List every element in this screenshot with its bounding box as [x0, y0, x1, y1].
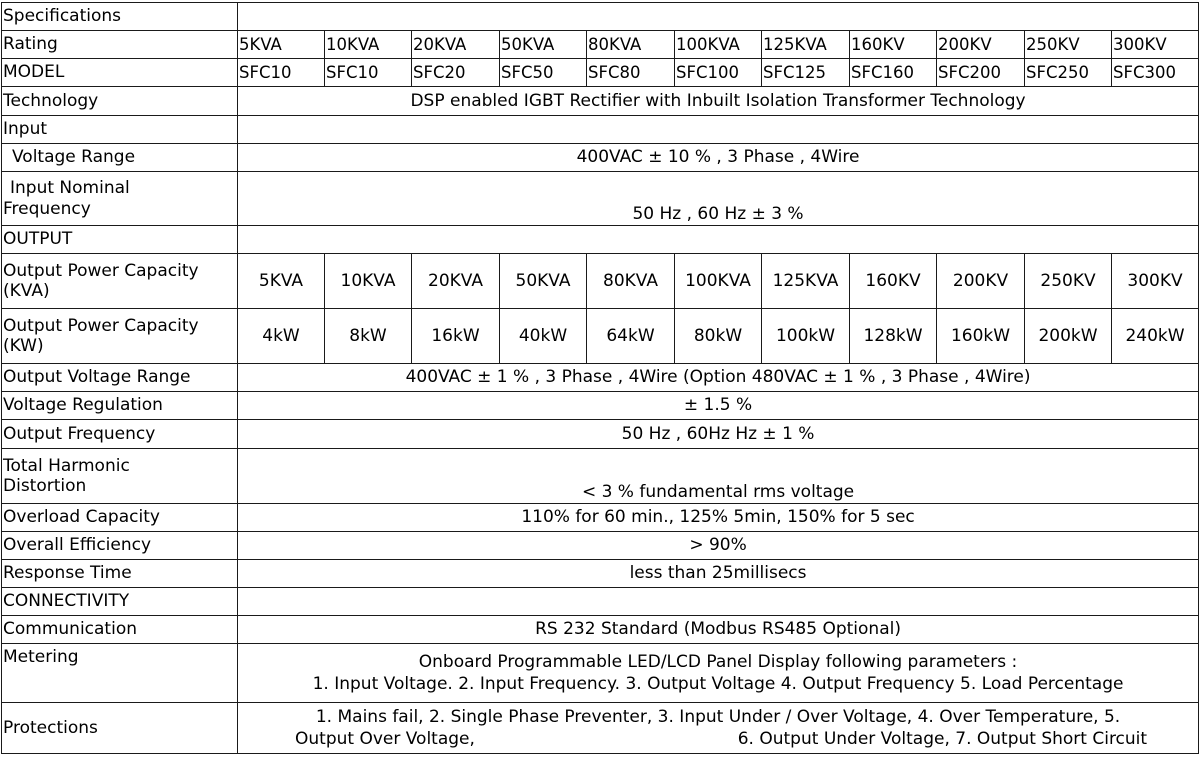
output-voltage-range-label: Output Voltage Range [2, 364, 238, 392]
rating-cell: 80KVA [587, 31, 675, 59]
protections-label: Protections [2, 703, 238, 754]
input-voltage-row [2, 144, 1199, 172]
metering-value [238, 644, 1199, 703]
thd-label-line1: Total Harmonic [3, 455, 130, 476]
input-frequency-label-line1: Input Nominal [10, 178, 130, 199]
overload-row [2, 504, 1199, 532]
rating-row [2, 31, 1199, 59]
response-time-label: Response Time [2, 560, 238, 588]
output-kva-cell: 200KV [937, 254, 1025, 309]
rating-cell: 5KVA [238, 31, 325, 59]
input-voltage-range-value: 400VAC ± 10 % , 3 Phase , 4Wire [238, 144, 1199, 172]
voltage-regulation-row [2, 392, 1199, 420]
communication-value: RS 232 Standard (Modbus RS485 Optional) [238, 616, 1199, 644]
output-kw-cell: 40kW [500, 309, 587, 364]
metering-row [2, 644, 1199, 703]
connectivity-section-row [2, 588, 1199, 616]
input-section-blank [238, 116, 1199, 144]
model-cell: SFC10 [238, 59, 325, 87]
overload-capacity-label: Overload Capacity [2, 504, 238, 532]
rating-cell: 100KVA [675, 31, 762, 59]
rating-cell: 200KV [937, 31, 1025, 59]
output-kva-label-line1: Output Power Capacity [3, 260, 199, 281]
input-voltage-range-label: Voltage Range [2, 144, 238, 172]
output-kva-cell: 10KVA [325, 254, 412, 309]
rating-cell: 160KV [850, 31, 937, 59]
technology-label: Technology [2, 87, 238, 116]
model-cell: SFC20 [412, 59, 500, 87]
output-kw-cell: 8kW [325, 309, 412, 364]
metering-line-2: 1. Input Voltage. 2. Input Frequency. 3. Output Voltage 4. Output Frequency 5. Load Percentage [312, 674, 1124, 694]
rating-cell: 10KVA [325, 31, 412, 59]
output-kw-label-line1: Output Power Capacity [3, 315, 199, 336]
rating-cell: 250KV [1025, 31, 1112, 59]
metering-line-1: Onboard Programmable LED/LCD Panel Display following parameters : [418, 651, 1018, 672]
output-kw-row [2, 309, 1199, 364]
output-kw-cell: 240kW [1112, 309, 1199, 364]
rating-cell: 20KVA [412, 31, 500, 59]
output-voltage-range-value: 400VAC ± 1 % , 3 Phase , 4Wire (Option 480VAC ± 1 % , 3 Phase , 4Wire) [238, 364, 1199, 392]
output-kw-cell: 160kW [937, 309, 1025, 364]
communication-label: Communication [2, 616, 238, 644]
output-section-blank [238, 226, 1199, 254]
protections-line-2b: 6. Output Under Voltage, 7. Output Short Circuit [737, 729, 1148, 749]
thd-row [2, 449, 1199, 504]
output-kw-cell: 16kW [412, 309, 500, 364]
technology-value: DSP enabled IGBT Rectifier with Inbuilt Isolation Transformer Technology [238, 87, 1199, 116]
rating-cell: 125KVA [762, 31, 850, 59]
output-kw-cell: 200kW [1025, 309, 1112, 364]
input-frequency-value: 50 Hz , 60 Hz ± 3 % [238, 172, 1199, 226]
thd-label [2, 449, 238, 504]
technology-row [2, 87, 1199, 116]
rating-cell: 300KV [1112, 31, 1199, 59]
model-cell: SFC100 [675, 59, 762, 87]
protections-line-2a: Output Over Voltage, [295, 729, 475, 749]
model-cell: SFC125 [762, 59, 850, 87]
model-cell: SFC80 [587, 59, 675, 87]
connectivity-section-header: CONNECTIVITY [2, 588, 238, 616]
model-row [2, 59, 1199, 87]
output-kw-label-line2: (KW) [3, 336, 44, 356]
rating-cell: 50KVA [500, 31, 587, 59]
model-cell: SFC200 [937, 59, 1025, 87]
communication-row [2, 616, 1199, 644]
voltage-regulation-value: ± 1.5 % [238, 392, 1199, 420]
response-time-row [2, 560, 1199, 588]
output-kva-row [2, 254, 1199, 309]
response-time-value: less than 25millisecs [238, 560, 1199, 588]
input-section-row [2, 116, 1199, 144]
thd-value: < 3 % fundamental rms voltage [238, 449, 1199, 504]
overall-efficiency-value: > 90% [238, 532, 1199, 560]
model-cell: SFC250 [1025, 59, 1112, 87]
specifications-header-row [2, 3, 1199, 31]
input-section-header: Input [2, 116, 238, 144]
output-kw-label [2, 309, 238, 364]
voltage-regulation-label: Voltage Regulation [2, 392, 238, 420]
output-kw-cell: 128kW [850, 309, 937, 364]
specifications-header-blank [238, 3, 1199, 31]
metering-label: Metering [2, 644, 238, 703]
protections-line-1: 1. Mains fail, 2. Single Phase Preventer, 3. Input Under / Over Voltage, 4. Over Temperature, 5. [315, 706, 1121, 727]
input-frequency-label [2, 172, 238, 226]
output-kva-cell: 160KV [850, 254, 937, 309]
output-frequency-label: Output Frequency [2, 420, 238, 449]
output-section-header: OUTPUT [2, 226, 238, 254]
protections-value [238, 703, 1199, 754]
thd-label-line2: Distortion [3, 476, 87, 496]
specifications-table [1, 2, 1199, 754]
input-frequency-row [2, 172, 1199, 226]
connectivity-section-blank [238, 588, 1199, 616]
model-cell: SFC10 [325, 59, 412, 87]
model-label: MODEL [2, 59, 238, 87]
output-section-row [2, 226, 1199, 254]
output-kva-cell: 5KVA [238, 254, 325, 309]
output-kw-cell: 80kW [675, 309, 762, 364]
output-kva-cell: 20KVA [412, 254, 500, 309]
output-voltage-row [2, 364, 1199, 392]
model-cell: SFC160 [850, 59, 937, 87]
output-frequency-row [2, 420, 1199, 449]
output-frequency-value: 50 Hz , 60Hz Hz ± 1 % [238, 420, 1199, 449]
output-kva-cell: 300KV [1112, 254, 1199, 309]
rating-label: Rating [2, 31, 238, 59]
model-cell: SFC300 [1112, 59, 1199, 87]
overload-capacity-value: 110% for 60 min., 125% 5min, 150% for 5 sec [238, 504, 1199, 532]
input-frequency-label-line2: Frequency [3, 198, 91, 219]
output-kw-cell: 100kW [762, 309, 850, 364]
output-kva-cell: 50KVA [500, 254, 587, 309]
overall-efficiency-label: Overall Efficiency [2, 532, 238, 560]
output-kva-cell: 100KVA [675, 254, 762, 309]
efficiency-row [2, 532, 1199, 560]
output-kva-label-line2: (KVA) [3, 281, 50, 301]
protections-row [2, 703, 1199, 754]
output-kva-cell: 125KVA [762, 254, 850, 309]
model-cell: SFC50 [500, 59, 587, 87]
output-kw-cell: 64kW [587, 309, 675, 364]
protections-line-2 [239, 728, 1197, 750]
output-kva-cell: 80KVA [587, 254, 675, 309]
output-kva-label [2, 254, 238, 309]
specifications-header: Specifications [2, 3, 238, 31]
output-kw-cell: 4kW [238, 309, 325, 364]
output-kva-cell: 250KV [1025, 254, 1112, 309]
